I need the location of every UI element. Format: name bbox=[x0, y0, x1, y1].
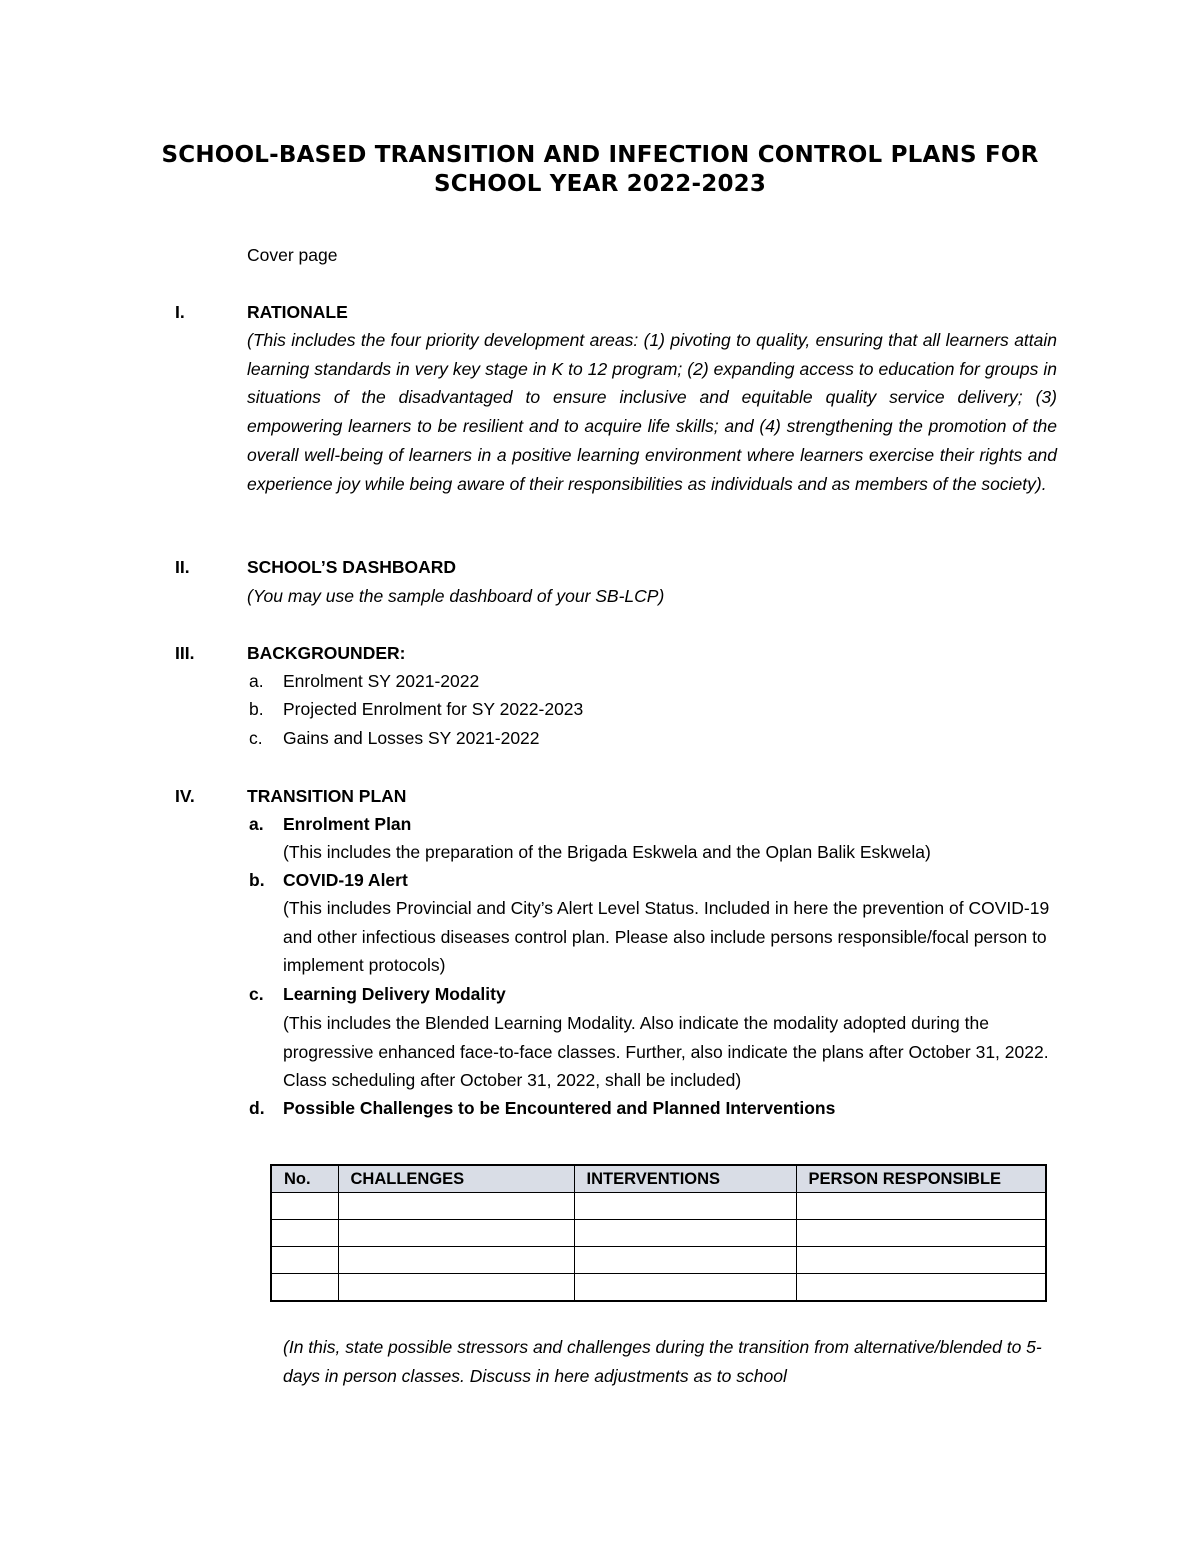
transition-item-c: Learning Delivery Modality bbox=[283, 984, 506, 1004]
transition-letter-b: b. bbox=[249, 870, 265, 890]
challenges-table bbox=[270, 1164, 1047, 1302]
section-1-numeral: I. bbox=[175, 302, 185, 322]
section-2-numeral: II. bbox=[175, 557, 190, 577]
title-line-1: SCHOOL-BASED TRANSITION AND INFECTION CONTROL PLANS FOR bbox=[161, 142, 1039, 168]
table-cell[interactable] bbox=[271, 1220, 338, 1247]
table-cell[interactable] bbox=[796, 1247, 1046, 1274]
section-4-heading: TRANSITION PLAN bbox=[247, 786, 407, 806]
table-cell[interactable] bbox=[338, 1274, 574, 1302]
section-3-heading: BACKGROUNDER: bbox=[247, 643, 406, 663]
header-person-responsible: PERSON RESPONSIBLE bbox=[796, 1165, 1046, 1193]
dashboard-note: (You may use the sample dashboard of your SB-LCP) bbox=[247, 586, 665, 606]
table-row bbox=[271, 1274, 1046, 1302]
title-line-2: SCHOOL YEAR 2022-2023 bbox=[433, 171, 767, 197]
transition-letter-c: c. bbox=[249, 984, 264, 1004]
table-cell[interactable] bbox=[574, 1247, 796, 1274]
transition-item-d: Possible Challenges to be Encountered and Planned Interventions bbox=[283, 1098, 836, 1118]
header-no: No. bbox=[271, 1165, 338, 1193]
transition-desc-a: (This includes the preparation of the Brigada Eskwela and the Oplan Balik Eskwela) bbox=[283, 842, 931, 862]
section-3-numeral: III. bbox=[175, 643, 195, 663]
backgrounder-letter-a: a. bbox=[249, 671, 264, 691]
backgrounder-letter-c: c. bbox=[249, 728, 263, 748]
header-challenges: CHALLENGES bbox=[338, 1165, 574, 1193]
table-row bbox=[271, 1193, 1046, 1220]
table-cell[interactable] bbox=[338, 1247, 574, 1274]
table-cell[interactable] bbox=[271, 1193, 338, 1220]
section-1-heading: RATIONALE bbox=[247, 302, 348, 322]
rationale-note: (This includes the four priority development areas: (1) pivoting to quality, ensuring that all learners attain learning standards in very key stage in K to 12 program; (2) expanding access to education for groups in situations of the disadvantaged to ensure inclusive and equitable quality service delivery; (3) empowering learners to be resilient and to acquire life skills; and (4) strengthening the promotion of the overall well-being of learners in a positive learning environment where learners exercise their rights and experience joy while being aware of their responsibilities as individuals and as members of the society). bbox=[247, 330, 1057, 494]
backgrounder-letter-b: b. bbox=[249, 699, 264, 719]
transition-desc-b: (This includes Provincial and City’s Alert Level Status. Included in here the prevention of COVID-19 and other infectious diseases control plan. Please also include persons responsible/focal person to implement protocols) bbox=[283, 898, 1050, 975]
section-4-numeral: IV. bbox=[175, 786, 195, 806]
backgrounder-item-a: Enrolment SY 2021-2022 bbox=[283, 671, 480, 691]
transition-letter-d: d. bbox=[249, 1098, 265, 1118]
table-cell[interactable] bbox=[338, 1220, 574, 1247]
table-row bbox=[271, 1247, 1046, 1274]
transition-item-b: COVID-19 Alert bbox=[283, 870, 408, 890]
header-interventions: INTERVENTIONS bbox=[574, 1165, 796, 1193]
table-cell[interactable] bbox=[574, 1193, 796, 1220]
table-row bbox=[271, 1220, 1046, 1247]
table-cell[interactable] bbox=[574, 1274, 796, 1302]
section-2-heading: SCHOOL’S DASHBOARD bbox=[247, 557, 457, 577]
table-cell[interactable] bbox=[796, 1274, 1046, 1302]
transition-item-a: Enrolment Plan bbox=[283, 814, 412, 834]
transition-letter-a: a. bbox=[249, 814, 264, 834]
table-cell[interactable] bbox=[271, 1247, 338, 1274]
table-cell[interactable] bbox=[796, 1193, 1046, 1220]
table-cell[interactable] bbox=[338, 1193, 574, 1220]
backgrounder-item-b: Projected Enrolment for SY 2022-2023 bbox=[283, 699, 584, 719]
document-title bbox=[0, 141, 1200, 199]
backgrounder-item-c: Gains and Losses SY 2021-2022 bbox=[283, 728, 540, 748]
cover-page-label: Cover page bbox=[247, 245, 338, 265]
table-cell[interactable] bbox=[574, 1220, 796, 1247]
closing-note: (In this, state possible stressors and challenges during the transition from alternative/blended to 5-days in person classes. Discuss in here adjustments as to school bbox=[283, 1337, 1042, 1386]
table-header-row bbox=[271, 1165, 1046, 1193]
table-cell[interactable] bbox=[271, 1274, 338, 1302]
transition-desc-c: (This includes the Blended Learning Modality. Also indicate the modality adopted during the progressive enhanced face-to-face classes. Further, also indicate the plans after October 31, 2022. Class scheduling after October 31, 2022, shall be included) bbox=[283, 1013, 1049, 1090]
table-cell[interactable] bbox=[796, 1220, 1046, 1247]
